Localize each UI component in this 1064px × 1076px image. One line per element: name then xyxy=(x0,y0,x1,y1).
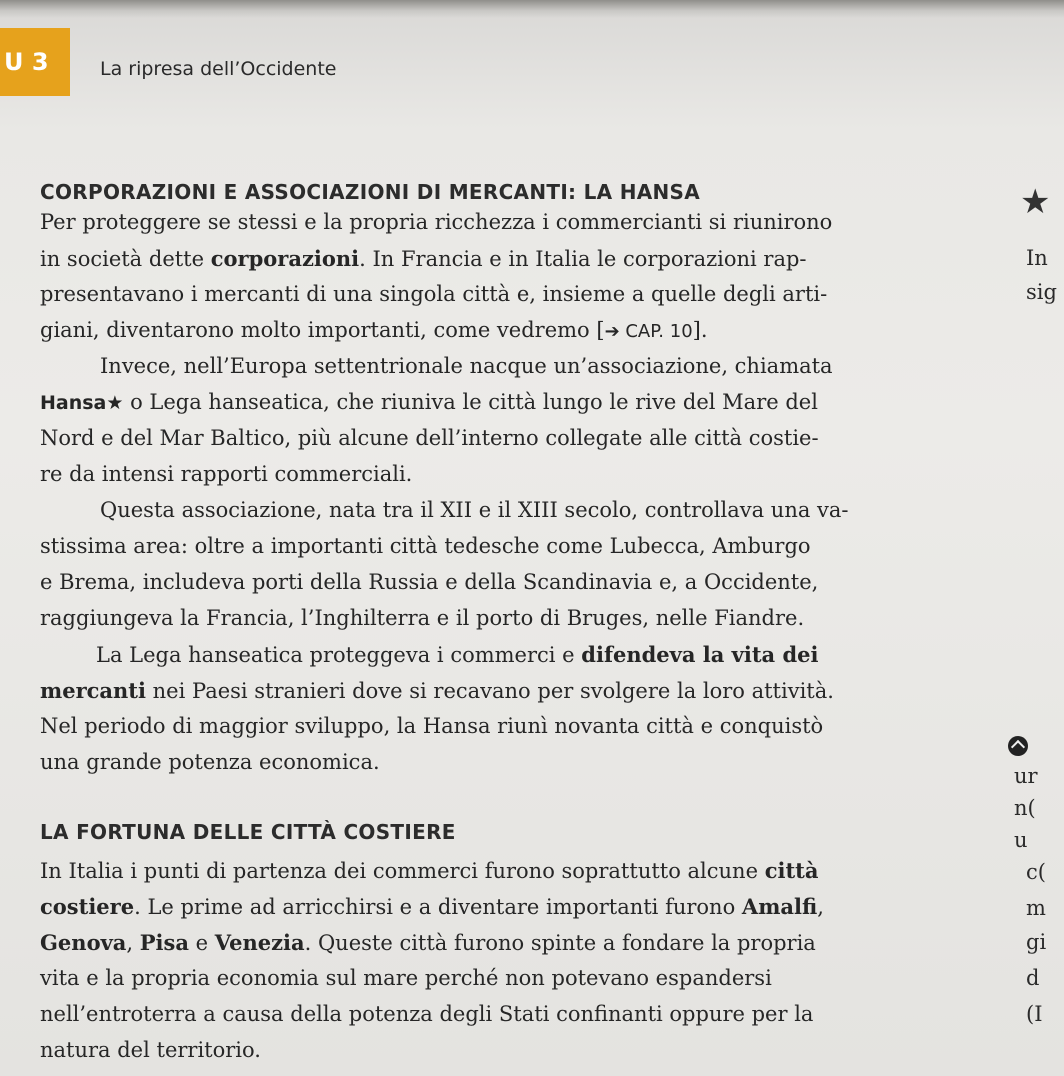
unit-badge: U 3 xyxy=(0,28,70,96)
text-line: giani, diventarono molto importanti, come vedremo [➔ CAP. 10]. xyxy=(40,318,708,342)
text-line: in società dette corporazioni. In Francia e in Italia le corporazioni rap- xyxy=(40,246,807,271)
text-line: e Brema, includeva porti della Russia e della Scandinavia e, a Occidente, xyxy=(40,570,819,594)
text-line: costiere. Le prime ad arricchirsi e a diventare importanti furono Amalfi, xyxy=(40,894,824,919)
text-line: vita e la propria economia sul mare perché non potevano espandersi xyxy=(40,966,772,990)
text-line: natura del territorio. xyxy=(40,1038,261,1062)
margin-fragment: gi xyxy=(1026,930,1047,954)
text-line: mercanti nei Paesi stranieri dove si recavano per svolgere la loro attività. xyxy=(40,678,834,703)
chevron-up-icon xyxy=(1008,736,1028,756)
text-line: Nel periodo di maggior sviluppo, la Hansa riunì novanta città e conquistò xyxy=(40,714,824,738)
page-top-shadow xyxy=(0,0,1064,18)
text-line: Questa associazione, nata tra il XII e il XIII secolo, controllava una va- xyxy=(100,498,849,522)
text-line: una grande potenza economica. xyxy=(40,750,380,774)
text-line: presentavano i mercanti di una singola città e, insieme a quelle degli arti- xyxy=(40,282,828,306)
star-icon: ★ xyxy=(1020,182,1051,222)
chapter-title: La ripresa dell’Occidente xyxy=(100,58,337,80)
margin-fragment: m xyxy=(1026,896,1046,920)
text-line: In Italia i punti di partenza dei commerci furono soprattutto alcune città xyxy=(40,858,819,883)
text-line: re da intensi rapporti commerciali. xyxy=(40,462,413,486)
text-line: Nord e del Mar Baltico, più alcune dell’interno collegate alle città costie- xyxy=(40,426,819,450)
text-line: nell’entroterra a causa della potenza degli Stati confinanti oppure per la xyxy=(40,1002,814,1026)
section-title-hansa: CORPORAZIONI E ASSOCIAZIONI DI MERCANTI: LA HANSA xyxy=(40,180,701,204)
margin-fragment: ur xyxy=(1014,764,1038,788)
text-line: Hansa★ o Lega hanseatica, che riuniva le città lungo le rive del Mare del xyxy=(40,390,818,414)
margin-fragment: u xyxy=(1014,828,1028,852)
section-title-coastal: LA FORTUNA DELLE CITTÀ COSTIERE xyxy=(40,820,456,844)
text-line: raggiungeva la Francia, l’Inghilterra e il porto di Bruges, nelle Fiandre. xyxy=(40,606,805,630)
margin-fragment: sig xyxy=(1026,280,1057,304)
margin-fragment: (I xyxy=(1026,1002,1043,1026)
text-line: Genova, Pisa e Venezia. Queste città furono spinte a fondare la propria xyxy=(40,930,816,955)
hansa-term: Hansa★ xyxy=(40,392,124,414)
text-line: stissima area: oltre a importanti città tedesche come Lubecca, Amburgo xyxy=(40,534,811,558)
margin-fragment: d xyxy=(1026,966,1040,990)
text-line: Invece, nell’Europa settentrionale nacque un’associazione, chiamata xyxy=(100,354,833,378)
margin-fragment: c( xyxy=(1026,860,1046,884)
text-line: Per proteggere se stessi e la propria ricchezza i commercianti si riunirono xyxy=(40,210,833,234)
margin-fragment: In xyxy=(1026,246,1048,270)
chapter-reference: ➔ CAP. 10 xyxy=(604,321,693,342)
text-line: La Lega hanseatica proteggeva i commerci e difendeva la vita dei xyxy=(96,642,819,667)
margin-fragment: n( xyxy=(1014,796,1036,820)
